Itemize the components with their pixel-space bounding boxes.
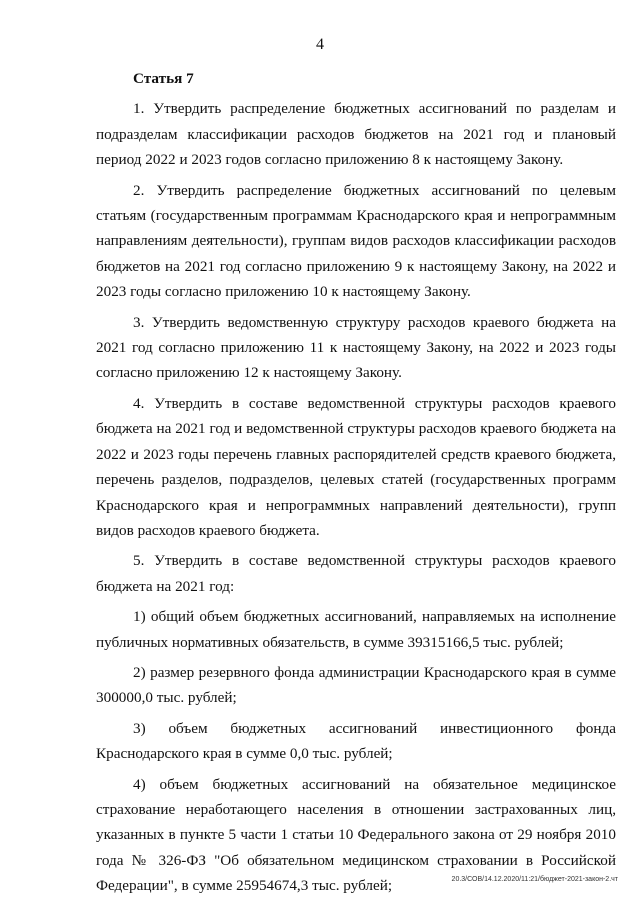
- page-number: 4: [316, 36, 324, 53]
- article-body: [96, 66, 616, 904]
- footer-file-path: 20.3/СОВ/14.12.2020/11:21/бюджет-2021-закон-2.чт: [451, 876, 618, 883]
- paragraph-1: 1. Утвердить распределение бюджетных ассигнований по разделам и подразделам классификации расходов бюджетов на 2021 год и плановый период 2022 и 2023 годов согласно приложению 8 к настоящему Закону.: [96, 100, 616, 169]
- subparagraph-3: 3) объем бюджетных ассигнований инвестиционного фонда Краснодарского края в сумме 0,0 тыс. рублей;: [96, 719, 616, 763]
- subparagraph-4: 4) объем бюджетных ассигнований на обязательное медицинское страхование неработающего населения в отношении застрахованных лиц, указанных в пункте 5 части 1 статьи 10 Федерального закона от 29 ноября 2010 года № 326-ФЗ "Об обязательном медицинском страховании в Российской Федерации", в сумме 25954674,3 тыс. рублей;: [96, 775, 616, 895]
- paragraph-2: 2. Утвердить распределение бюджетных ассигнований по целевым статьям (государственным программам Краснодарского края и непрограммным направлениям деятельности), группам видов расходов классификации расходов бюджетов на 2021 год согласно приложению 9 к настоящему Закону, на 2022 и 2023 годы согласно приложению 10 к настоящему Закону.: [96, 181, 616, 301]
- paragraph-5: 5. Утвердить в составе ведомственной структуры расходов краевого бюджета на 2021 год:: [96, 552, 616, 595]
- subparagraph-2: 2) размер резервного фонда администрации Краснодарского края в сумме 300000,0 тыс. рублей;: [96, 663, 616, 707]
- article-heading: Статья 7: [133, 70, 194, 87]
- paragraph-3: 3. Утвердить ведомственную структуру расходов краевого бюджета на 2021 год согласно приложению 11 к настоящему Закону, на 2022 и 2023 годы согласно приложению 12 к настоящему Закону.: [96, 313, 616, 382]
- paragraph-4: 4. Утвердить в составе ведомственной структуры расходов краевого бюджета на 2021 год и ведомственной структуры расходов краевого бюджета на 2022 и 2023 годы перечень главных распорядителей средств краевого бюджета, перечень разделов, подразделов, целевых статей (государственных программ Краснодарского края и непрограммных направлений деятельности), групп видов расходов краевого бюджета.: [96, 394, 616, 539]
- subparagraph-1: 1) общий объем бюджетных ассигнований, направляемых на исполнение публичных нормативных обязательств, в сумме 39315166,5 тыс. рублей;: [96, 608, 616, 651]
